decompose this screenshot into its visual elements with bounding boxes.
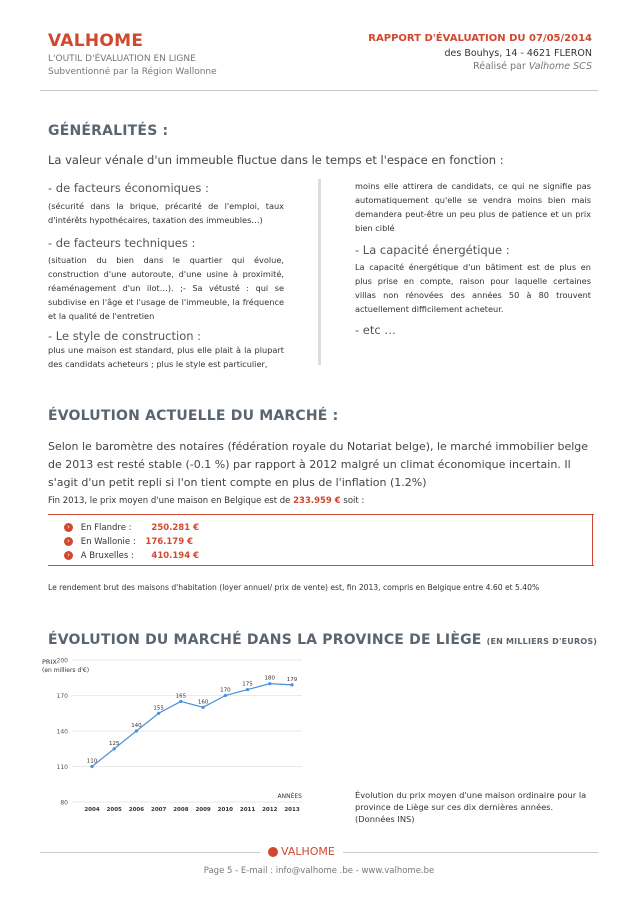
average-price-line [48, 496, 364, 506]
region-item-flandre [64, 523, 199, 533]
x-tick-label: 2007 [151, 807, 167, 813]
brand-subsidy: Subventionné par la Région Wallonne [48, 67, 217, 77]
average-price-prefix: Fin 2013, le prix moyen d'une maison en Belgique est de [48, 496, 291, 506]
x-tick-label: 2011 [239, 807, 256, 813]
data-label: 175 [242, 681, 253, 688]
region-label: En Flandre : [80, 523, 132, 533]
data-point [113, 747, 116, 750]
tech-text: (situation du bien dans le quartier qui évolue, construction d'une autoroute, d'une usine à proximité, réaménagement d'un ilot…). ;- Sa vétusté : qui se subdivise en l'âge et l'usage de l'immeuble, la fréquence et la qualité de l'entretien [48, 255, 284, 321]
bullet-arrow-icon: › [64, 537, 73, 546]
style-heading: - Le style de construction : [48, 329, 202, 343]
tech-heading: - de facteurs techniques : [48, 236, 196, 250]
report-address: des Bouhys, 14 - 4621 FLERON [444, 48, 592, 59]
footer-text: Page 5 - E-mail : info@valhome .be - www.valhome.be [203, 866, 435, 876]
data-label: 180 [264, 675, 276, 682]
region-item-bruxelles [64, 551, 199, 561]
y-axis-label: PRIX [42, 658, 57, 666]
chart-caption: Évolution du prix moyen d'une maison ordinaire pour la province de Liège sur ces dix dernières années. (Données INS) [355, 790, 587, 824]
report-author [473, 61, 592, 72]
region-label: A Bruxelles : [80, 551, 134, 561]
regions-box-side [592, 514, 593, 565]
x-tick-label: 2010 [217, 807, 233, 813]
section-title-province [48, 632, 597, 648]
data-point [90, 765, 93, 768]
bullet-arrow-icon: › [64, 551, 73, 560]
province-title-unit: (EN MILLIERS D'EUROS) [486, 637, 598, 646]
data-point [246, 688, 249, 691]
report-author-name: Valhome SCS [528, 61, 592, 72]
region-value: 410.194 € [151, 551, 199, 561]
series-line [92, 681, 292, 767]
province-title: ÉVOLUTION DU MARCHÉ DANS LA PROVINCE DE LIÈGE [48, 632, 482, 648]
energy-text: La capacité énergétique d'un bâtiment est de plus en plus prise en compte, raison pour laquelle certaines villas non rénovées des années 50 à 80 trouvent actuellement difficilement acheteur. [355, 262, 591, 314]
data-point [202, 706, 205, 709]
data-label: 140 [131, 723, 142, 729]
x-tick-label: 2009 [195, 807, 211, 813]
data-point [157, 712, 160, 715]
column-separator [318, 179, 321, 365]
data-label: 165 [175, 693, 187, 700]
bullet-arrow-icon: › [64, 523, 73, 532]
eco-heading: - de facteurs économiques : [48, 181, 209, 195]
brand-tagline: L'OUTIL D'ÉVALUATION EN LIGNE [48, 54, 196, 64]
style-text-continued: moins elle attirera de candidats, ce qui ne signifie pas automatiquement qu'elle se vendra moins bien mais demandera peut-être un peu plus de patience et un prix bien ciblé [355, 181, 591, 233]
section-title-marche: ÉVOLUTION ACTUELLE DU MARCHÉ : [48, 408, 339, 424]
generalites-intro: La valeur vénale d'un immeuble fluctue dans le temps et l'espace en fonction : [48, 153, 504, 167]
data-label: 155 [153, 705, 164, 712]
data-point [224, 694, 227, 697]
report-author-prefix: Réalisé par [473, 61, 526, 72]
data-label: 160 [197, 699, 209, 706]
footer-logo-icon [268, 847, 278, 857]
region-label: En Wallonie : [80, 537, 136, 547]
marche-paragraph: Selon le baromètre des notaires (fédération royale du Notariat belge), le marché immobilier belge de 2013 est resté stable (-0.1 %) par rapport à 2012 malgré un climat économique incertain. Il s'agit d'un petit repli si l'on tient compte en plus de l'inflation (1.2%) [48, 440, 589, 489]
data-label: 125 [108, 740, 120, 747]
report-title: RAPPORT D'ÉVALUATION DU 07/05/2014 [368, 33, 592, 44]
region-value: 250.281 € [151, 523, 199, 533]
footer-logo [260, 845, 343, 858]
x-tick-label: 2008 [173, 807, 189, 813]
regions-box-bottom [48, 565, 594, 566]
price-line-chart [40, 656, 310, 824]
x-axis-label: ANNÉES [277, 793, 302, 800]
data-point [268, 682, 271, 685]
regions-box-top [48, 514, 594, 515]
data-point [290, 683, 293, 686]
average-price-value: 233.959 € [293, 496, 341, 506]
y-tick-label: 110 [56, 764, 68, 771]
x-tick-label: 2012 [262, 807, 278, 813]
x-tick-label: 2006 [128, 807, 145, 813]
eco-text: (sécurité dans la brique, précarité de l'emploi, taux d'intérêts hypothécaires, taxation des immeubles…) [48, 201, 284, 225]
footer-logo-text: VALHOME [281, 845, 335, 858]
style-text: plus une maison est standard, plus elle plait à la plupart des candidats acheteurs ; plus le style est particulier, [48, 345, 284, 369]
rendement-text: Le rendement brut des maisons d'habitation (loyer annuel/ prix de vente) est, fin 2013, compris en Belgique entre 4.60 et 5.40% [48, 583, 540, 592]
y-tick-label: 80 [60, 799, 68, 807]
x-tick-label: 2013 [284, 807, 300, 813]
brand-name: VALHOME [48, 31, 144, 51]
section-title-generalites: GÉNÉRALITÉS : [48, 123, 169, 139]
x-tick-label: 2005 [106, 807, 122, 813]
y-tick-label: 170 [56, 693, 68, 700]
y-axis-label-unit: (en milliers d'€) [42, 667, 90, 674]
data-point [179, 700, 182, 703]
etc-text: - etc … [355, 323, 396, 337]
data-label: 179 [286, 676, 298, 683]
y-tick-label: 140 [56, 728, 68, 736]
data-point [135, 729, 138, 732]
x-tick-label: 2004 [84, 807, 100, 813]
energy-heading: - La capacité énergétique : [355, 243, 510, 257]
header-divider [40, 90, 598, 91]
y-tick-label: 200 [56, 657, 68, 665]
data-label: 110 [86, 758, 98, 765]
average-price-suffix: soit : [343, 496, 365, 506]
data-label: 170 [220, 687, 231, 694]
region-value: 176.179 € [145, 537, 193, 547]
region-item-wallonie [64, 537, 193, 547]
